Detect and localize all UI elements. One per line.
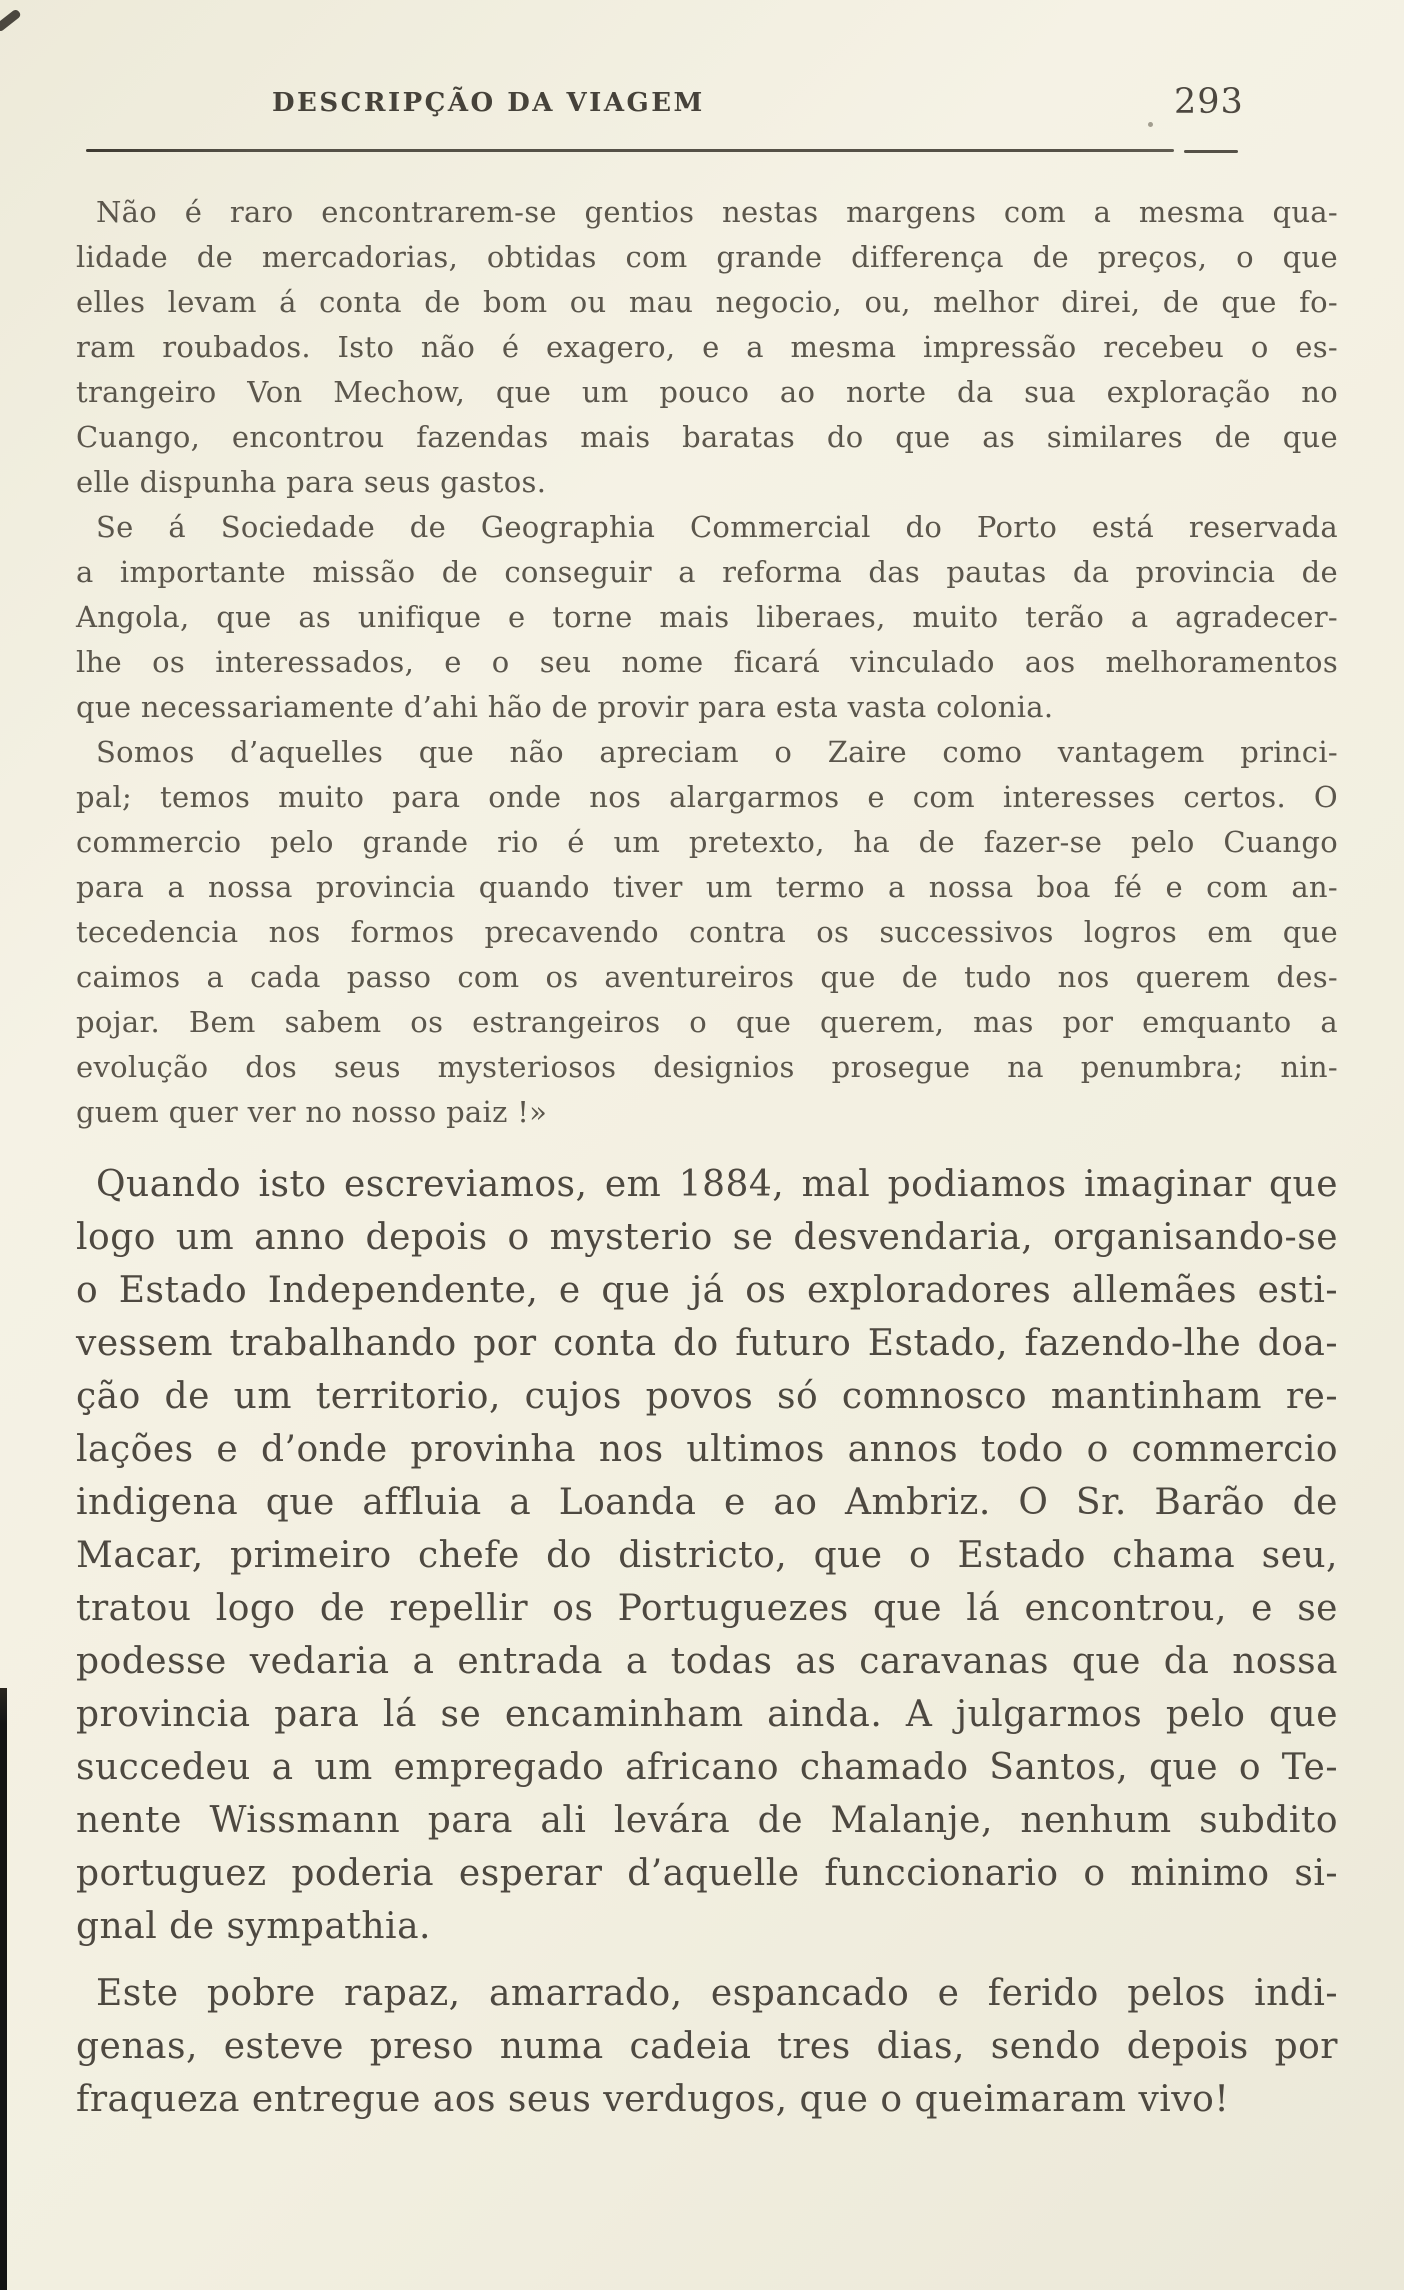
scan-artifact-corner-mark [0,8,22,32]
text-line: elle dispunha para seus gastos. [76,465,547,499]
scan-artifact-left-edge [0,1688,7,2290]
text-line: provincia para lá se encaminham ainda. A julgarmos pelo que [76,1694,1338,1735]
main-text-block [76,1158,1338,2126]
text-line: guem quer ver no nosso paiz !» [76,1095,548,1129]
text-line: Angola, que as unifique e torne mais liberaes, muito terão a agradecer- [76,600,1338,634]
text-line: evolução dos seus mysteriosos designios prosegue na penumbra; nin- [76,1050,1338,1084]
text-line: o Estado Independente, e que já os exploradores allemães esti- [76,1270,1338,1311]
page-number: 293 [1174,82,1244,122]
text-line: ção de um territorio, cujos povos só comnosco mantinham re- [76,1376,1338,1417]
scan-speck [1148,122,1153,127]
running-head-title: DESCRIPÇÃO DA VIAGEM [272,88,705,118]
text-line: tratou logo de repellir os Portuguezes que lá encontrou, e se [76,1588,1338,1629]
text-line: indigena que affluia a Loanda e ao Ambriz. O Sr. Barão de [76,1482,1338,1523]
text-line: fraqueza entregue aos seus verdugos, que o queimaram vivo! [76,2079,1230,2120]
header-rule-main [86,149,1174,152]
text-line: tecedencia nos formos precavendo contra os successivos logros em que [76,915,1338,949]
paragraph [76,730,1338,1135]
text-line: logo um anno depois o mysterio se desvendaria, organisando-se [76,1217,1338,1258]
text-line: gnal de sympathia. [76,1906,431,1947]
text-line: nente Wissmann para ali levára de Malanje, nenhum subdito [76,1800,1338,1841]
text-line: trangeiro Von Mechow, que um pouco ao norte da sua exploração no [76,375,1338,409]
text-line: Macar, primeiro chefe do districto, que o Estado chama seu, [76,1535,1338,1576]
text-line: pal; temos muito para onde nos alargarmos e com interesses certos. O [76,780,1338,814]
text-line: caimos a cada passo com os aventureiros que de tudo nos querem des- [76,960,1338,994]
text-line: portuguez poderia esperar d’aquelle funccionario o minimo si- [76,1853,1338,1894]
text-line: genas, esteve preso numa cadeia tres dias, sendo depois por [76,2026,1338,2067]
text-line: a importante missão de conseguir a reforma das pautas da provincia de [76,555,1338,589]
text-line: lidade de mercadorias, obtidas com grande differença de preços, o que [76,240,1338,274]
paragraph [76,190,1338,505]
text-line: Se á Sociedade de Geographia Commercial do Porto está reservada [96,510,1338,544]
header-rule-end [1184,150,1238,153]
text-line: que necessariamente d’ahi hão de provir para esta vasta colonia. [76,690,1054,724]
text-line: ram roubados. Isto não é exagero, e a mesma impressão recebeu o es- [76,330,1338,364]
text-line: pojar. Bem sabem os estrangeiros o que querem, mas por emquanto a [76,1005,1338,1039]
text-line: lações e d’onde provinha nos ultimos annos todo o commercio [76,1429,1338,1470]
paragraph [76,1967,1338,2126]
text-line: lhe os interessados, e o seu nome ficará vinculado aos melhoramentos [76,645,1338,679]
text-line: vessem trabalhando por conta do futuro Estado, fazendo-lhe doa- [76,1323,1338,1364]
text-line: para a nossa provincia quando tiver um termo a nossa boa fé e com an- [76,870,1338,904]
paragraph [76,1158,1338,1953]
text-line: Este pobre rapaz, amarrado, espancado e ferido pelos indi- [96,1973,1338,2014]
quoted-passage-block [76,190,1338,1135]
text-line: Quando isto escreviamos, em 1884, mal podiamos imaginar que [96,1164,1338,1205]
paragraph [76,505,1338,730]
text-line: elles levam á conta de bom ou mau negocio, ou, melhor direi, de que fo- [76,285,1338,319]
text-line: Não é raro encontrarem-se gentios nestas margens com a mesma qua- [96,195,1338,229]
text-line: Somos d’aquelles que não apreciam o Zaire como vantagem princi- [96,735,1338,769]
text-line: podesse vedaria a entrada a todas as caravanas que da nossa [76,1641,1338,1682]
text-line: Cuango, encontrou fazendas mais baratas do que as similares de que [76,420,1338,454]
text-line: succedeu a um empregado africano chamado Santos, que o Te- [76,1747,1338,1788]
text-line: commercio pelo grande rio é um pretexto, ha de fazer-se pelo Cuango [76,825,1338,859]
